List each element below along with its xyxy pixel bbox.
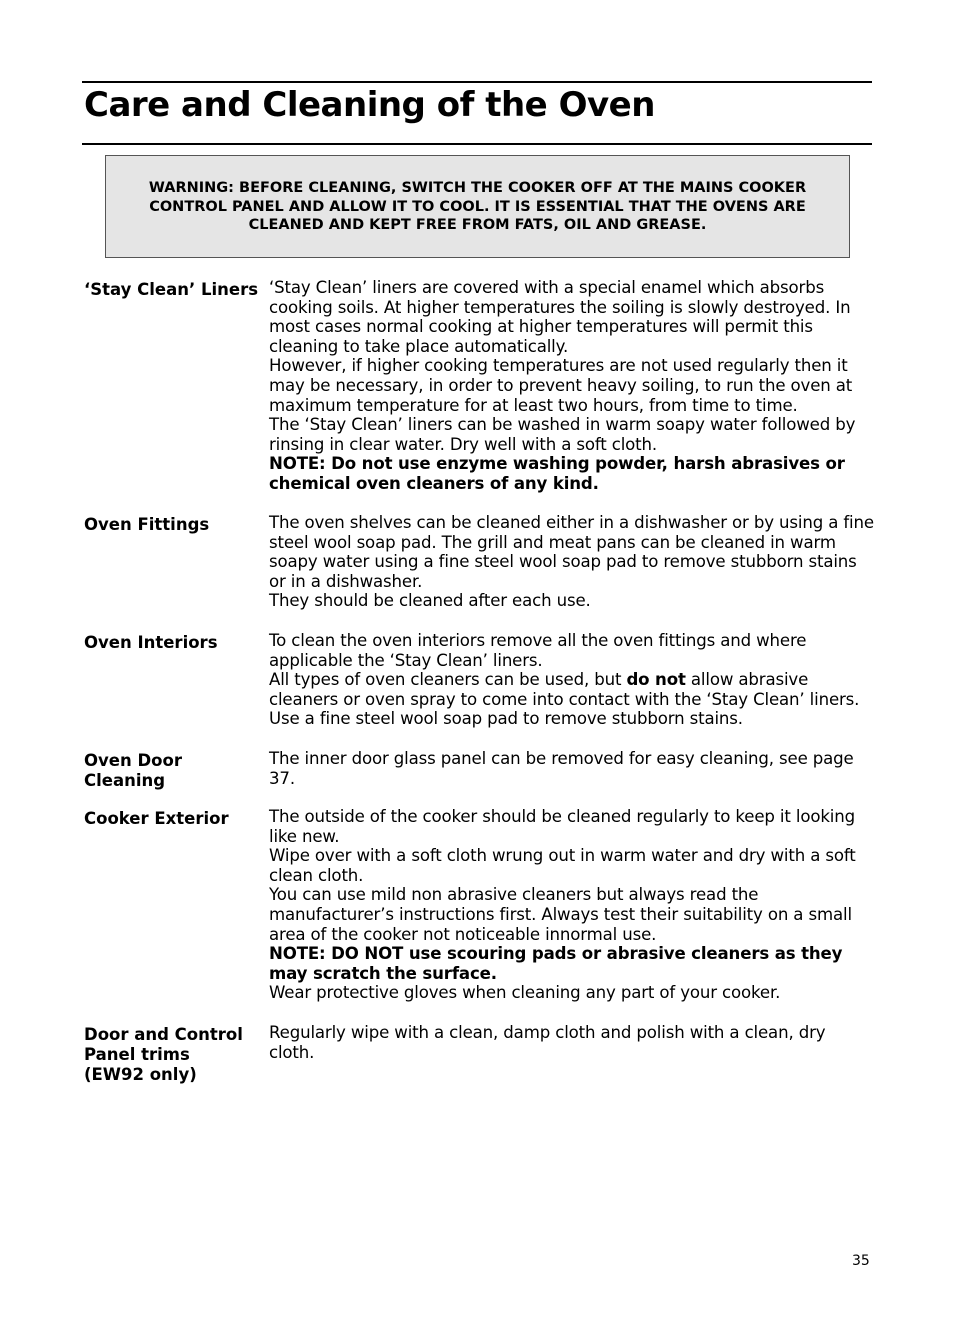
paragraph: The ‘Stay Clean’ liners can be washed in warm soapy water followed by rinsing in clear water. Dry well with a soft cloth. <box>269 415 856 454</box>
title-rule-top <box>82 81 872 83</box>
paragraph <box>269 670 874 709</box>
section-body <box>269 513 874 611</box>
paragraph: Wear protective gloves when cleaning any part of your cooker. <box>269 983 781 1003</box>
paragraph: However, if higher cooking temperatures are not used regularly then it may be necessary, in order to prevent heavy soiling, to run the oven at maximum temperature for at least two hours, from time to time. <box>269 356 853 415</box>
warning-line: CONTROL PANEL AND ALLOW IT TO COOL. IT IS ESSENTIAL THAT THE OVENS ARE <box>149 198 806 215</box>
paragraph: They should be cleaned after each use. <box>269 591 591 611</box>
paragraph: Use a fine steel wool soap pad to remove stubborn stains. <box>269 709 743 729</box>
section-body <box>269 807 874 1003</box>
page-number: 35 <box>852 1253 870 1269</box>
paragraph: Regularly wipe with a clean, damp cloth and polish with a clean, dry cloth. <box>269 1023 826 1062</box>
paragraph: Wipe over with a soft cloth wrung out in warm water and dry with a soft clean cloth. <box>269 846 856 885</box>
section-label: ‘Stay Clean’ Liners <box>84 280 259 299</box>
page-title: Care and Cleaning of the Oven <box>84 85 655 125</box>
paragraph: To clean the oven interiors remove all the oven fittings and where applicable the ‘Stay Clean’ liners. <box>269 631 807 670</box>
warning-line: WARNING: BEFORE CLEANING, SWITCH THE COOKER OFF AT THE MAINS COOKER <box>148 180 807 196</box>
section-body <box>269 749 874 788</box>
title-rule-bottom <box>82 143 872 145</box>
section-label: Oven Door Cleaning <box>84 751 182 790</box>
section-label: Cooker Exterior <box>84 809 229 828</box>
paragraph: The inner door glass panel can be removed for easy cleaning, see page 37. <box>269 749 854 788</box>
section-body <box>269 1023 874 1062</box>
paragraph: ‘Stay Clean’ liners are covered with a special enamel which absorbs cooking soils. At higher temperatures the soiling is slowly destroyed. In most cases normal cooking at higher temperatures will permit this cleaning to take place automatically. <box>269 278 851 356</box>
warning-line: CLEANED AND KEPT FREE FROM FATS, OIL AND GREASE. <box>248 217 707 233</box>
text-run: All types of oven cleaners can be used, but <box>269 670 627 690</box>
text-run: allow abrasive cleaners or oven spray to come into contact with the ‘Stay Clean’ liners. <box>269 670 860 709</box>
paragraph: The oven shelves can be cleaned either in a dishwasher or by using a fine steel wool soap pad. The grill and meat pans can be cleaned in warm soapy water using a fine steel wool soap pad to remove stubborn stains or in a dishwasher. <box>269 513 874 591</box>
section-body <box>269 631 874 729</box>
section-label: Oven Fittings <box>84 515 210 534</box>
paragraph: The outside of the cooker should be cleaned regularly to keep it looking like new. <box>269 807 855 846</box>
section-body <box>269 278 874 494</box>
section-label: Door and Control Panel trims (EW92 only) <box>84 1025 243 1084</box>
note: NOTE: DO NOT use scouring pads or abrasive cleaners as they may scratch the surface. <box>269 944 843 983</box>
section-label: Oven Interiors <box>84 633 218 652</box>
emphasis-do-not: do not <box>626 670 686 690</box>
note: NOTE: Do not use enzyme washing powder, harsh abrasives or chemical oven cleaners of any kind. <box>269 454 845 493</box>
paragraph: You can use mild non abrasive cleaners but always read the manufacturer’s instructions first. Always test their suitability on a small area of the cooker not noticeable innormal use. <box>269 885 852 944</box>
warning-box <box>105 155 850 258</box>
